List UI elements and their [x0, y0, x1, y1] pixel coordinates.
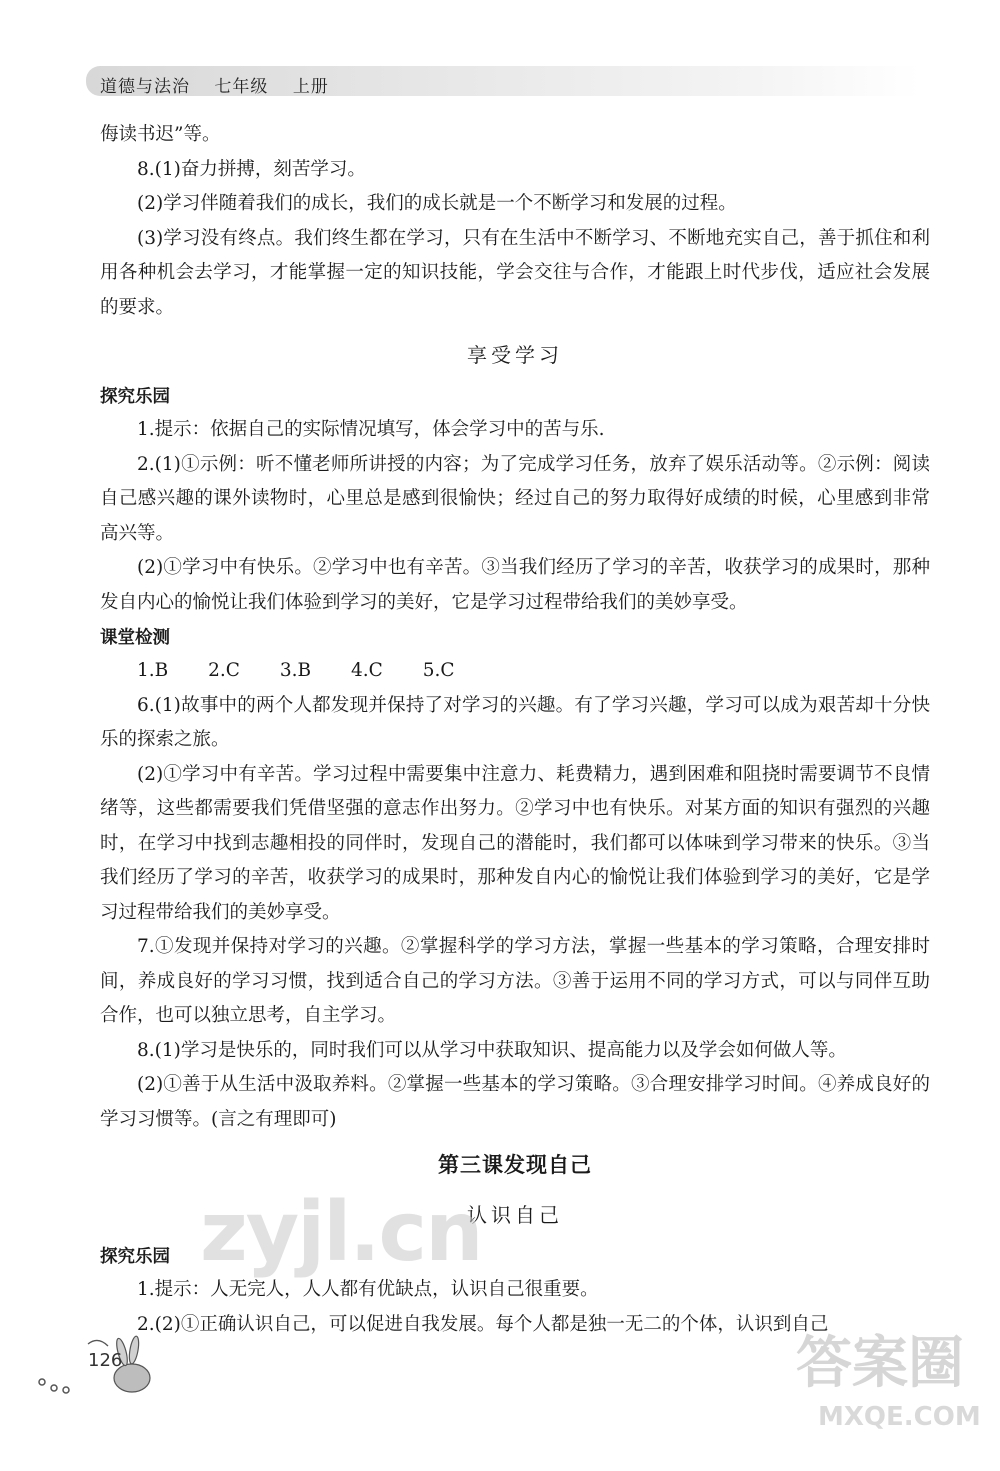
- multiple-choice-answers: [100, 654, 930, 689]
- watermark-text: zyjl.cn: [200, 1185, 482, 1280]
- mc-answer: 5.C: [422, 660, 455, 681]
- mc-answer: 1.B: [137, 660, 169, 681]
- paragraph: 8.(1)奋力拼搏，刻苦学习。: [137, 158, 366, 180]
- paragraph: 侮读书迟”等。: [100, 124, 221, 145]
- section-title: 享受学习: [467, 343, 563, 367]
- header-volume: 上册: [292, 77, 329, 97]
- paragraph: 2.(2)①正确认识自己，可以促进自我发展。每个人都是独一无二的个体，认识到自己: [137, 1313, 829, 1335]
- paragraph: 1.提示：人无完人，人人都有优缺点，认识自己很重要。: [137, 1279, 599, 1300]
- paragraph: 1.提示：依据自己的实际情况填写，体会学习中的苦与乐.: [137, 419, 605, 440]
- paragraph: 7.①发现并保持对学习的兴趣。②掌握科学的学习方法，掌握一些基本的学习策略，合理安排时间，养成良好的学习习惯，找到适合自己的学习方法。③善于运用不同的学习方式，可以与同伴互助合作，也可以独立思考，自主学习。: [100, 936, 930, 1026]
- mc-answer: 2.C: [208, 660, 240, 681]
- page-body: [100, 118, 930, 1342]
- paragraph: (3)学习没有终点。我们终生都在学习，只有在生活中不断学习、不断地充实自己，善于抓住和利用各种机会去学习，才能掌握一定的知识技能，学会交往与合作，才能跟上时代步伐，适应社会发展的要求。: [100, 227, 930, 318]
- paragraph: (2)①学习中有快乐。②学习中也有辛苦。③当我们经历了学习的辛苦，收获学习的成果时，那种发自内心的愉悦让我们体验到学习的美好，它是学习过程带给我们的美妙享受。: [100, 557, 930, 613]
- section-title: 认识自己: [467, 1203, 563, 1227]
- paragraph: (2)学习伴随着我们的成长，我们的成长就是一个不断学习和发展的过程。: [137, 193, 737, 214]
- sub-heading: 探究乐园: [100, 1247, 170, 1267]
- watermark-logo: [790, 1322, 980, 1402]
- page-number: 126: [88, 1350, 123, 1371]
- watermark-corner: MXQE.COM: [818, 1402, 981, 1432]
- mc-answer: 4.C: [350, 660, 383, 681]
- lesson-title: 第三课发现自己: [438, 1153, 592, 1177]
- paragraph: 8.(1)学习是快乐的，同时我们可以从学习中获取知识、提高能力以及学会如何做人等。: [137, 1039, 847, 1061]
- running-header: [100, 72, 347, 97]
- mc-answer: 3.B: [279, 660, 312, 681]
- paragraph: (2)①学习中有辛苦。学习过程中需要集中注意力、耗费精力，遇到困难和阻挠时需要调节不良情绪等，这些都需要我们凭借坚强的意志作出努力。②学习中也有快乐。对某方面的知识有强烈的兴趣时，在学习中找到志趣相投的同伴时，发现自己的潜能时，我们都可以体味到学习带来的快乐。③当我们经历了学习的辛苦，收获学习的成果时，那种发自内心的愉悦让我们体验到学习的美好，它是学习过程带给我们的美妙享受。: [100, 763, 930, 923]
- sub-heading: 探究乐园: [100, 387, 170, 407]
- header-grade: 七年级: [214, 77, 269, 97]
- header-subject: 道德与法治: [100, 77, 190, 97]
- paragraph: 2.(1)①示例：听不懂老师所讲授的内容；为了完成学习任务，放弃了娱乐活动等。②示例：阅读自己感兴趣的课外读物时，心里总是感到很愉快；经过自己的努力取得好成绩的时候，心里感到非常高兴等。: [100, 453, 930, 544]
- watermark-logo-text: 答案圈: [796, 1331, 964, 1396]
- paragraph: (2)①善于从生活中汲取养料。②掌握一些基本的学习策略。③合理安排学习时间。④养成良好的学习习惯等。(言之有理即可): [100, 1074, 930, 1130]
- paragraph: 6.(1)故事中的两个人都发现并保持了对学习的兴趣。有了学习兴趣，学习可以成为艰苦却十分快乐的探索之旅。: [100, 694, 930, 750]
- sub-heading: 课堂检测: [100, 628, 170, 648]
